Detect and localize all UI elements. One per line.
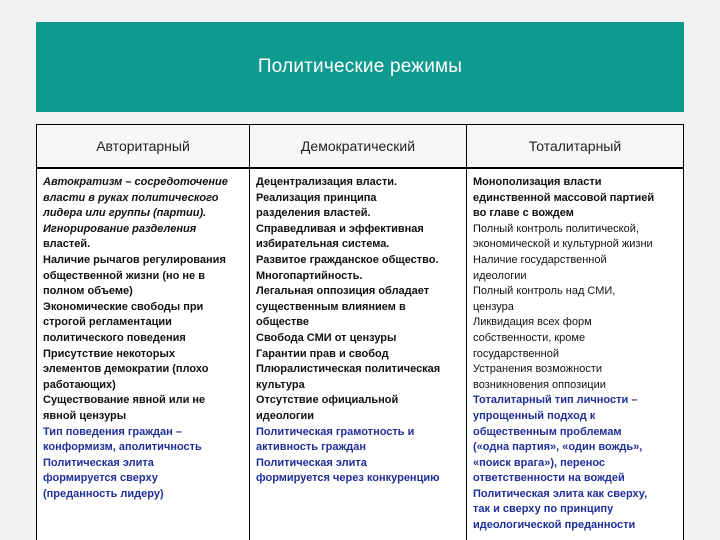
cell-line: Плюралистическая политическая (256, 363, 441, 376)
cell-line: Тоталитарный тип личности – (473, 394, 638, 407)
cell-line: Устранения возможности (473, 363, 602, 376)
cell-line: Справедливая и эффективная (256, 222, 424, 235)
cell-line: Гарантии прав и свобод (256, 347, 389, 360)
cell-line: лидера или группы (партии). (43, 207, 207, 220)
cell-line: цензура (473, 300, 514, 313)
cell-line: явной цензуры (43, 409, 127, 422)
cell-line: идеологии (256, 409, 314, 422)
cell-line: Присутствие некоторых (43, 347, 175, 360)
cell-line: культура (256, 378, 305, 391)
cell-line: власти в руках политического (43, 191, 219, 204)
cell-line: Существование явной или не (43, 394, 206, 407)
cell-line: работающих) (43, 378, 116, 391)
cell-line: («одна партия», «один вождь», (473, 441, 643, 454)
cell-line: возникновения оппозиции (473, 378, 606, 391)
cell-line: Полный контроль политической, (473, 222, 639, 235)
cell-line: ответственности на вождей (473, 472, 625, 485)
cell-line: во главе с вождем (473, 207, 574, 220)
page-title: Политические режимы (257, 56, 463, 77)
cell-line: Свобода СМИ от цензуры (256, 331, 397, 344)
header-authoritarian: Авторитарный (96, 138, 190, 154)
cell-line: экономической и культурной жизни (473, 238, 653, 251)
cell-line: идеологической преданности (473, 519, 636, 532)
cell-line: государственной (473, 347, 559, 360)
cell-line: так и сверху по принципу (473, 503, 614, 516)
cell-authoritarian (37, 169, 249, 540)
cell-line: идеологии (473, 269, 527, 282)
header-democratic: Демократический (249, 125, 466, 167)
cell-line: Политическая грамотность и (256, 425, 415, 438)
cell-line: обществе (256, 316, 310, 329)
cell-line: активность граждан (256, 441, 367, 454)
cell-line: властей. (43, 238, 91, 251)
cell-line: Политическая элита (256, 456, 367, 469)
cell-line: элементов демократии (плохо (43, 363, 209, 376)
cell-line: Игнорирование разделения (43, 222, 197, 235)
header-totalitarian: Тоталитарный (466, 125, 683, 167)
cell-line: (преданность лидеру) (43, 487, 164, 500)
cell-line: формируется сверху (43, 472, 158, 485)
cell-line: Полный контроль над СМИ, (473, 285, 616, 298)
cell-line: Монополизация власти (473, 176, 602, 188)
cell-line: Наличие государственной (473, 253, 607, 266)
cell-line: Реализация принципа (256, 191, 377, 204)
cell-line: общественным проблемам (473, 425, 622, 438)
cell-line: «поиск врага»), перенос (473, 456, 606, 469)
cell-line: конформизм, аполитичность (43, 441, 202, 454)
cell-line: формируется через конкуренцию (256, 472, 440, 485)
cell-line: единственной массовой партией (473, 191, 655, 204)
cell-line: упрощенный подход к (473, 409, 596, 422)
cell-line: Экономические свободы при (43, 300, 204, 313)
cell-line: Автократизм – сосредоточение (43, 176, 228, 188)
cell-line: Многопартийность. (256, 269, 363, 282)
cell-democratic (249, 169, 466, 540)
regimes-table (36, 124, 684, 540)
table-header-row (37, 125, 683, 169)
cell-line: Политическая элита как сверху, (473, 487, 648, 500)
cell-line: Политическая элита (43, 456, 154, 469)
cell-line: полном объеме) (43, 285, 133, 298)
cell-line: политического поведения (43, 331, 186, 344)
cell-line: избирательная система. (256, 238, 390, 251)
cell-line: Ликвидация всех форм (473, 316, 592, 329)
cell-line: Наличие рычагов регулирования (43, 253, 226, 266)
cell-line: строгой регламентации (43, 316, 172, 329)
cell-line: Тип поведения граждан – (43, 425, 182, 438)
cell-totalitarian (466, 169, 683, 540)
cell-line: Отсутствие официальной (256, 394, 399, 407)
cell-line: Легальная оппозиция обладает (256, 285, 430, 298)
cell-line: общественной жизни (но не в (43, 269, 205, 282)
cell-line: собственности, кроме (473, 331, 586, 344)
cell-line: Развитое гражданское общество. (256, 253, 439, 266)
table-body-row (37, 169, 683, 540)
title-banner (36, 22, 684, 112)
cell-line: Децентрализация власти. (256, 176, 398, 188)
cell-line: разделения властей. (256, 207, 371, 220)
cell-line: существенным влиянием в (256, 300, 406, 313)
